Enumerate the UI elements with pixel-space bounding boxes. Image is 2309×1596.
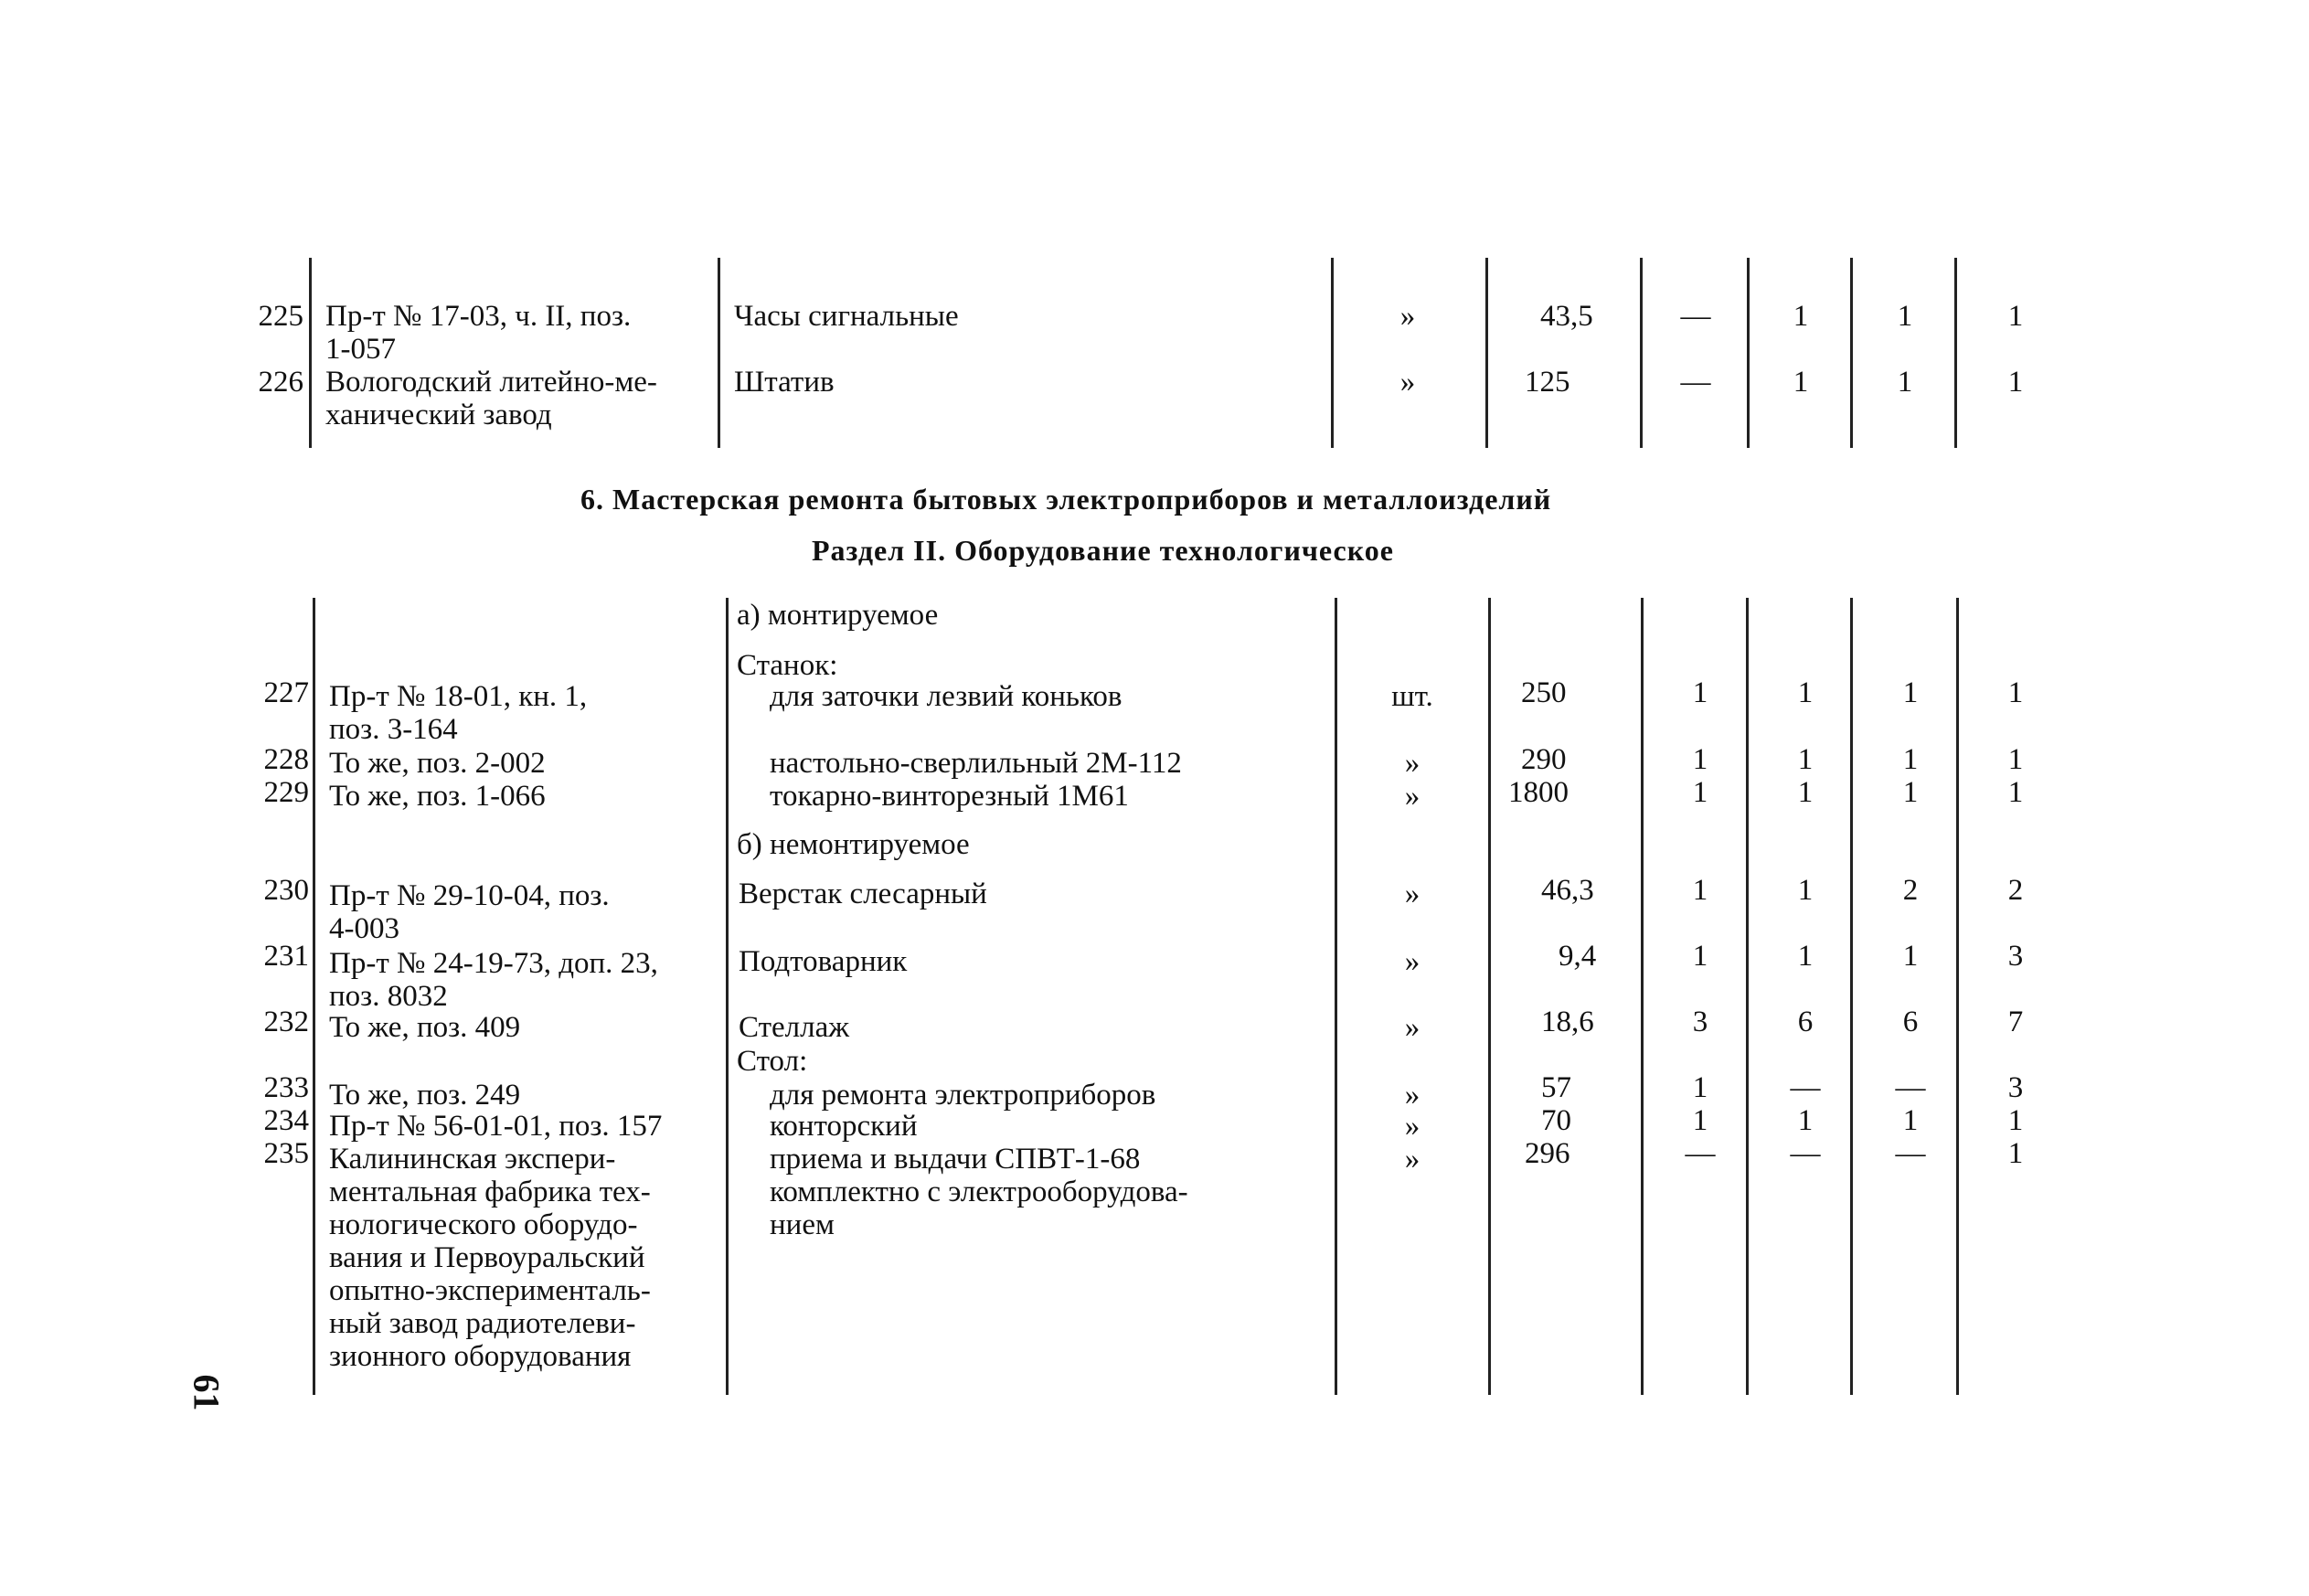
row-reference: Пр-т № 17-03, ч. II, поз. <box>325 300 632 333</box>
row-qty: 1 <box>1692 743 1708 776</box>
col-divider <box>313 598 315 1395</box>
row-number: 228 <box>263 743 309 776</box>
row-number: 235 <box>263 1137 309 1170</box>
row-qty: 1 <box>1692 1104 1708 1137</box>
row-unit: шт. <box>1391 680 1433 713</box>
row-price: 46,3 <box>1541 874 1594 907</box>
row-reference: То же, поз. 409 <box>329 1011 521 1044</box>
row-qty: 1 <box>1902 743 1919 776</box>
col-divider <box>1746 598 1749 1395</box>
row-number: 226 <box>258 366 303 399</box>
row-qty: 1 <box>1797 1104 1814 1137</box>
row-qty: 3 <box>2007 1071 2024 1104</box>
row-qty: — <box>1685 1137 1716 1170</box>
col-divider <box>1488 598 1491 1395</box>
row-reference: поз. 8032 <box>329 980 448 1013</box>
col-divider <box>1641 598 1644 1395</box>
row-qty: 1 <box>1692 676 1708 709</box>
row-item-name: токарно-винторезный 1М61 <box>770 780 1129 813</box>
row-reference: То же, поз. 249 <box>329 1079 521 1112</box>
section-subtitle: Раздел II. Оборудование технологическое <box>812 534 1394 567</box>
row-item-name: настольно-сверлильный 2М-112 <box>770 747 1182 780</box>
row-qty: 1 <box>1692 1071 1708 1104</box>
section-title: 6. Мастерская ремонта бытовых электроприборов и металлоизделий <box>580 483 1552 516</box>
row-reference: То же, поз. 2-002 <box>329 747 546 780</box>
row-qty: 1 <box>1797 676 1814 709</box>
row-number: 231 <box>263 940 309 973</box>
col-divider <box>726 598 729 1395</box>
row-qty: — <box>1680 366 1711 399</box>
row-price: 290 <box>1521 743 1567 776</box>
row-reference: зионного оборудования <box>329 1340 632 1373</box>
row-qty: 6 <box>1797 1005 1814 1038</box>
row-unit: » <box>1404 747 1421 780</box>
row-item-name: для заточки лезвий коньков <box>770 680 1123 713</box>
row-qty: 6 <box>1902 1005 1919 1038</box>
row-unit: » <box>1404 780 1421 813</box>
col-divider <box>1954 258 1957 448</box>
row-qty: 1 <box>2007 776 2024 809</box>
row-qty: 1 <box>1897 366 1913 399</box>
row-item-name: для ремонта электроприборов <box>770 1079 1156 1112</box>
row-qty: — <box>1895 1137 1926 1170</box>
col-divider <box>1850 258 1853 448</box>
col-divider <box>718 258 720 448</box>
page-number: 61 <box>186 1374 228 1411</box>
row-price: 296 <box>1525 1137 1570 1170</box>
row-qty: 3 <box>2007 940 2024 973</box>
row-item-name: приема и выдачи СПВТ-1-68 <box>770 1143 1141 1176</box>
row-unit: » <box>1404 1110 1421 1143</box>
subgroup-label: б) немонтируемое <box>737 828 970 861</box>
row-qty: — <box>1680 300 1711 333</box>
row-qty: 1 <box>1902 776 1919 809</box>
row-number: 233 <box>263 1071 309 1104</box>
row-reference: опытно-эксперименталь- <box>329 1274 651 1307</box>
row-number: 234 <box>263 1104 309 1137</box>
row-qty: 1 <box>1902 676 1919 709</box>
row-qty: 1 <box>2007 676 2024 709</box>
row-reference: ментальная фабрика тех- <box>329 1176 651 1208</box>
row-price: 9,4 <box>1559 940 1597 973</box>
row-qty: 1 <box>1797 743 1814 776</box>
row-unit: » <box>1404 1143 1421 1176</box>
row-number: 227 <box>263 676 309 709</box>
row-price: 125 <box>1525 366 1570 399</box>
row-qty: — <box>1895 1071 1926 1104</box>
row-price: 57 <box>1541 1071 1571 1104</box>
row-reference: Пр-т № 56-01-01, поз. 157 <box>329 1110 663 1143</box>
row-number: 229 <box>263 776 309 809</box>
row-item-name: комплектно с электрооборудова- <box>770 1176 1188 1208</box>
col-divider <box>309 258 312 448</box>
row-price: 70 <box>1541 1104 1571 1137</box>
row-reference: То же, поз. 1-066 <box>329 780 546 813</box>
row-unit: » <box>1404 1011 1421 1044</box>
row-unit: » <box>1404 1079 1421 1112</box>
row-item-name: конторский <box>770 1110 918 1143</box>
row-qty: 1 <box>2007 743 2024 776</box>
row-item-name: Стеллаж <box>739 1011 850 1044</box>
subgroup-label: а) монтируемое <box>737 599 939 632</box>
col-divider <box>1485 258 1488 448</box>
row-qty: 1 <box>1797 776 1814 809</box>
row-reference: Вологодский литейно-ме- <box>325 366 657 399</box>
row-qty: 1 <box>2007 1137 2024 1170</box>
row-qty: 1 <box>1897 300 1913 333</box>
row-reference: Пр-т № 24-19-73, доп. 23, <box>329 947 658 980</box>
row-qty: 1 <box>2007 366 2024 399</box>
row-unit: » <box>1404 945 1421 978</box>
row-reference: ханический завод <box>325 399 552 431</box>
row-item-name: Верстак слесарный <box>739 878 987 910</box>
row-qty: 1 <box>1902 1104 1919 1137</box>
row-qty: 1 <box>2007 300 2024 333</box>
row-qty: 2 <box>1902 874 1919 907</box>
col-divider <box>1331 258 1334 448</box>
row-reference: Калининская экспери- <box>329 1143 616 1176</box>
col-divider <box>1956 598 1959 1395</box>
row-price: 43,5 <box>1540 300 1593 333</box>
row-unit: » <box>1399 300 1416 333</box>
row-qty: 1 <box>1793 300 1809 333</box>
row-reference: ный завод радиотелеви- <box>329 1307 636 1340</box>
row-reference: нологического оборудо- <box>329 1208 638 1241</box>
row-reference: Пр-т № 29-10-04, поз. <box>329 879 610 912</box>
row-unit: » <box>1404 878 1421 910</box>
row-qty: 1 <box>1692 776 1708 809</box>
row-item-name: Часы сигнальные <box>734 300 959 333</box>
col-divider <box>1747 258 1750 448</box>
group-label: Станок: <box>737 649 838 682</box>
col-divider <box>1640 258 1643 448</box>
row-reference: 4-003 <box>329 912 399 945</box>
group-label: Стол: <box>737 1045 808 1078</box>
row-price: 250 <box>1521 676 1567 709</box>
row-qty: 1 <box>1797 874 1814 907</box>
row-qty: 1 <box>1793 366 1809 399</box>
row-qty: 1 <box>1692 940 1708 973</box>
row-qty: — <box>1790 1137 1821 1170</box>
row-reference: вания и Первоуральский <box>329 1241 645 1274</box>
row-qty: — <box>1790 1071 1821 1104</box>
row-qty: 7 <box>2007 1005 2024 1038</box>
row-qty: 2 <box>2007 874 2024 907</box>
row-item-name: нием <box>770 1208 835 1241</box>
row-unit: » <box>1399 366 1416 399</box>
row-qty: 1 <box>1902 940 1919 973</box>
col-divider <box>1850 598 1853 1395</box>
row-price: 1800 <box>1508 776 1569 809</box>
row-reference: 1-057 <box>325 333 396 366</box>
row-reference: поз. 3-164 <box>329 713 458 746</box>
row-qty: 1 <box>2007 1104 2024 1137</box>
col-divider <box>1335 598 1337 1395</box>
row-number: 232 <box>263 1005 309 1038</box>
row-item-name: Штатив <box>734 366 835 399</box>
row-qty: 1 <box>1797 940 1814 973</box>
row-number: 230 <box>263 874 309 907</box>
row-qty: 1 <box>1692 874 1708 907</box>
row-price: 18,6 <box>1541 1005 1594 1038</box>
row-reference: Пр-т № 18-01, кн. 1, <box>329 680 588 713</box>
row-qty: 3 <box>1692 1005 1708 1038</box>
row-item-name: Подтоварник <box>739 945 908 978</box>
row-number: 225 <box>258 300 303 333</box>
